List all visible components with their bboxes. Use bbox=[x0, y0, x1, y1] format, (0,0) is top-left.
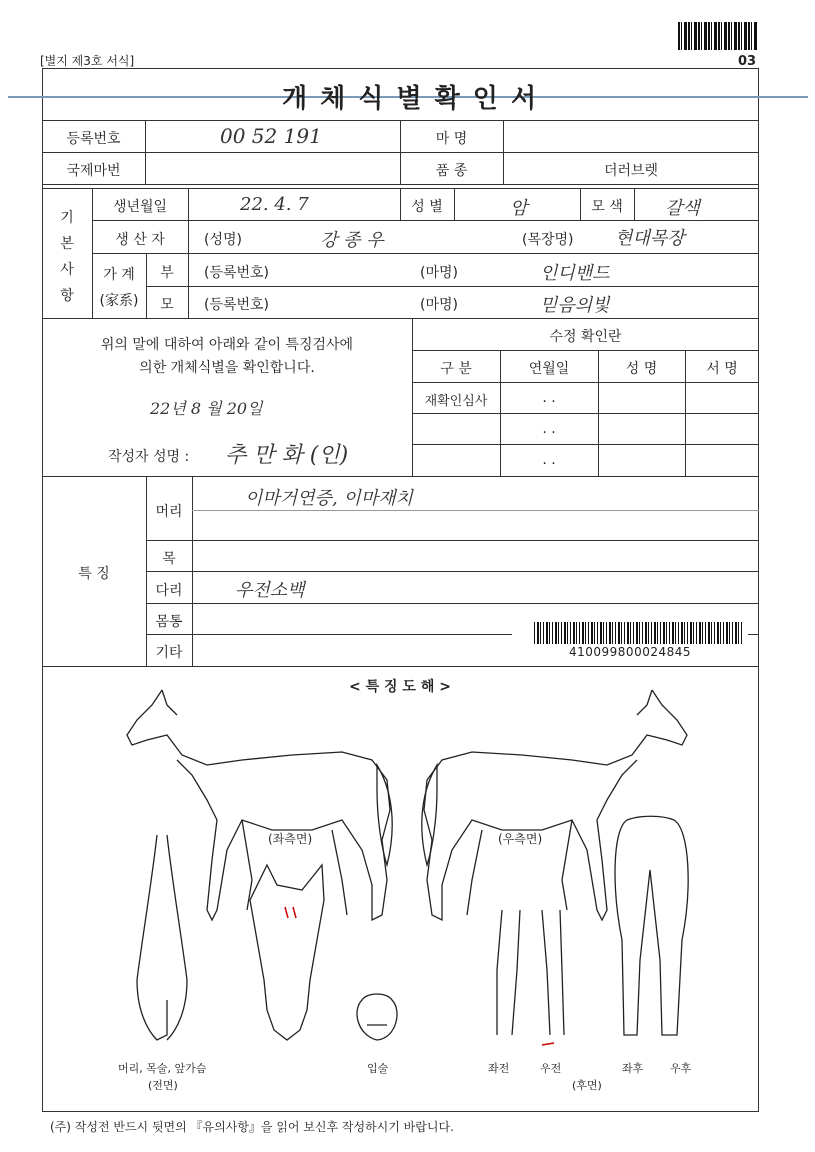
dam-name-tag: (마명) bbox=[420, 297, 458, 313]
horse-rear-drawing bbox=[615, 816, 688, 1035]
family-label: 가 계 (家系) bbox=[99, 267, 139, 309]
confirm-date: 22년 8 월 20일 bbox=[150, 399, 263, 418]
confirm-text-1: 위의 말에 대하여 아래와 같이 특징검사에 bbox=[100, 337, 354, 353]
breed-label: 품 종 bbox=[435, 163, 468, 179]
sire-name-tag: (마명) bbox=[420, 265, 458, 281]
reg-no-value: 00 52 191 bbox=[220, 124, 322, 148]
features-section-label: 특 징 bbox=[78, 566, 110, 582]
sire-value: 인디밴드 bbox=[540, 263, 610, 284]
color-value: 갈색 bbox=[665, 198, 700, 219]
horse-front-legs-drawing bbox=[497, 910, 564, 1035]
rear-view-caption: (후면) bbox=[572, 1079, 602, 1092]
page-number: 03 bbox=[738, 54, 757, 69]
top-barcode bbox=[678, 22, 758, 50]
horse-front-chest-drawing bbox=[137, 835, 187, 1040]
horse-right-side-drawing bbox=[422, 690, 687, 920]
footer-note: (주) 작성전 반드시 뒷면의 『유의사항』을 읽어 보신후 작성하시기 바랍니다. bbox=[50, 1120, 454, 1134]
body-label: 몸통 bbox=[155, 614, 183, 630]
intl-no-label: 국제마번 bbox=[66, 163, 121, 179]
right-hind-caption: 우후 bbox=[670, 1062, 692, 1075]
basic-section-label: 기 본 사 항 bbox=[60, 210, 74, 304]
writer-value: 추 만 화 (인) bbox=[225, 443, 349, 468]
breed-value: 더러브렛 bbox=[603, 163, 659, 179]
head-label: 머리 bbox=[155, 504, 183, 520]
amend-col-date: 연월일 bbox=[528, 361, 570, 377]
color-label: 모 색 bbox=[591, 199, 623, 215]
sex-value: 암 bbox=[510, 198, 528, 219]
amend-row-date: . . bbox=[542, 452, 556, 468]
producer-label: 생 산 자 bbox=[115, 232, 165, 248]
horse-left-side-drawing bbox=[127, 690, 392, 920]
reg-no-label: 등록번호 bbox=[66, 131, 121, 147]
birth-value: 22. 4. 7 bbox=[240, 194, 309, 215]
birth-label: 생년월일 bbox=[112, 199, 168, 215]
amend-col-name: 성 명 bbox=[625, 361, 658, 377]
left-hind-caption: 좌후 bbox=[622, 1062, 644, 1075]
amend-col-type: 구 분 bbox=[440, 361, 472, 377]
dam-reg-tag: (등록번호) bbox=[204, 297, 270, 313]
sire-label: 부 bbox=[160, 265, 174, 281]
id-barcode bbox=[512, 618, 748, 664]
neck-label: 목 bbox=[162, 551, 176, 567]
head-value: 이마거연증, 이마재치 bbox=[245, 488, 413, 509]
confirm-text-2: 의한 개체식별을 확인합니다. bbox=[139, 360, 315, 376]
horse-name-label: 마 명 bbox=[435, 131, 468, 147]
writer-label: 작성자 성명 : bbox=[108, 449, 190, 465]
other-label: 기타 bbox=[155, 645, 183, 661]
front-view-caption: (전면) bbox=[148, 1079, 178, 1092]
dam-value: 믿음의빛 bbox=[540, 295, 610, 316]
leg-value: 우전소백 bbox=[235, 580, 305, 601]
horse-lips-drawing bbox=[357, 994, 397, 1040]
barcode-number: 410099800024845 bbox=[568, 645, 692, 659]
left-side-caption: (좌측면) bbox=[268, 832, 313, 846]
amend-row-date: . . bbox=[542, 421, 556, 437]
front-caption: 머리, 목술, 앞가슴 bbox=[118, 1062, 207, 1075]
lips-caption: 입술 bbox=[367, 1062, 389, 1075]
ranch-value: 현대목장 bbox=[615, 228, 685, 249]
diagram-title: < 특 징 도 해 > bbox=[349, 679, 451, 695]
sex-label: 성 별 bbox=[411, 199, 443, 215]
producer-value: 강 종 우 bbox=[320, 230, 384, 251]
sire-reg-tag: (등록번호) bbox=[204, 265, 270, 281]
left-fore-caption: 좌전 bbox=[488, 1062, 510, 1075]
amend-row-date: . . bbox=[542, 390, 556, 406]
ranch-tag: (목장명) bbox=[522, 232, 574, 248]
right-side-caption: (우측면) bbox=[498, 832, 543, 846]
horse-diagram bbox=[42, 680, 759, 1090]
right-fore-caption: 우전 bbox=[540, 1062, 562, 1075]
form-number: [별지 제3호 서식] bbox=[40, 54, 135, 68]
leg-label: 다리 bbox=[155, 583, 183, 599]
horse-face-drawing bbox=[250, 865, 324, 1040]
amend-row-type: 재확인심사 bbox=[424, 394, 488, 409]
amend-col-sign: 서 명 bbox=[706, 361, 738, 377]
dam-label: 모 bbox=[160, 297, 174, 313]
page-title: 개 체 식 별 확 인 서 bbox=[281, 84, 539, 114]
producer-name-tag: (성명) bbox=[204, 232, 242, 248]
amendment-title: 수정 확인란 bbox=[549, 329, 622, 345]
